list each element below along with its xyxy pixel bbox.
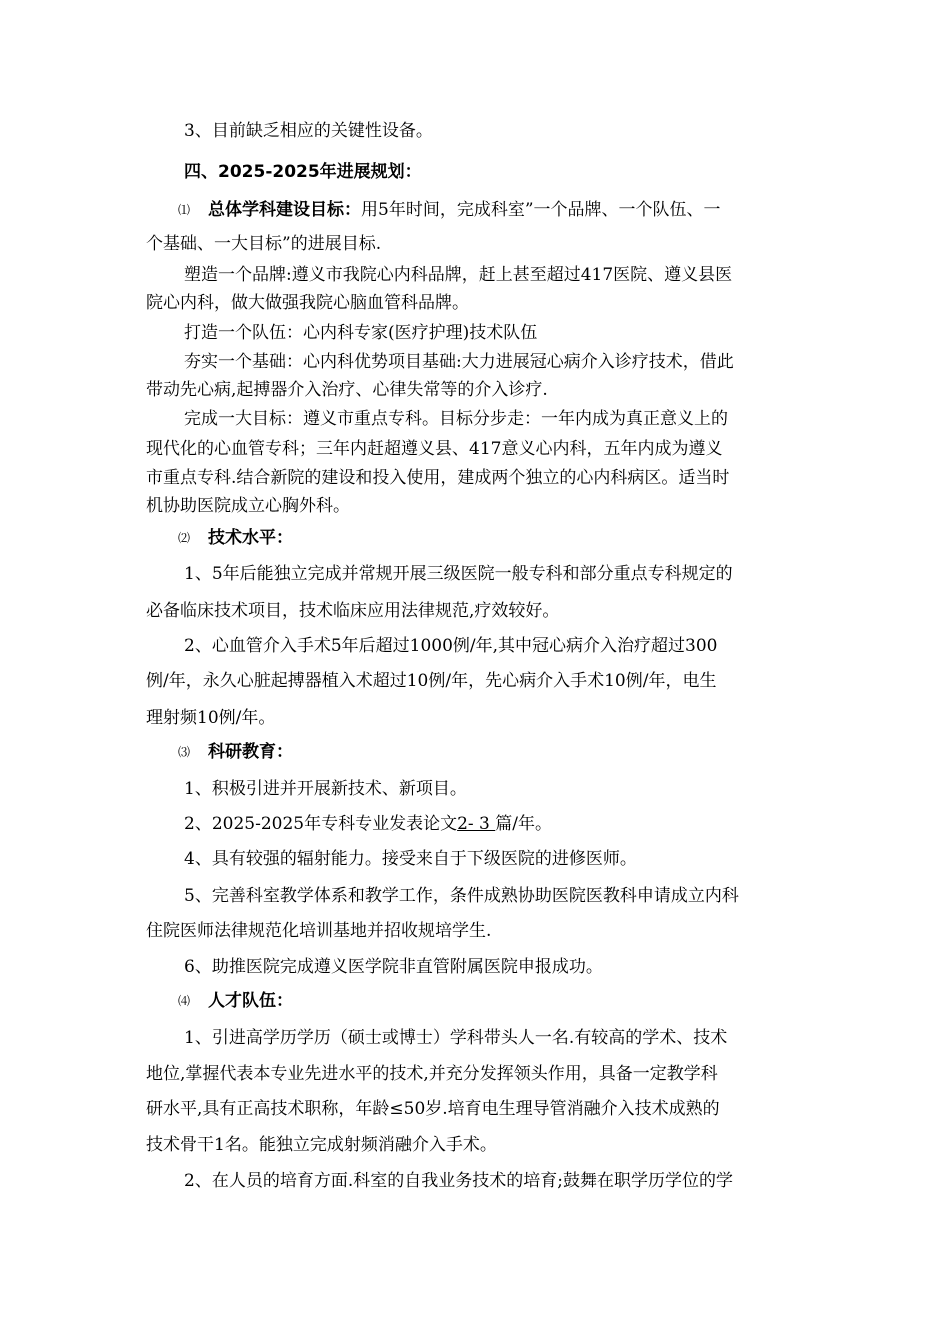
text-line [0, 562, 950, 586]
text-line [0, 407, 950, 431]
text-line [0, 378, 950, 402]
subsection-line [0, 740, 950, 764]
paragraph-text: 1、积极引进并开展新技术、新项目。 [184, 779, 467, 799]
paragraph-text: 2、2025-2025年专科专业发表论文 [184, 814, 458, 834]
paragraph-text: 完成一大目标：遵义市重点专科。目标分步走：一年内成为真正意义上的 [184, 409, 728, 429]
paragraph-text: 例/年，永久心脏起搏器植入术超过10例/年，先心病介入手术10例/年，电生 [146, 671, 717, 691]
paragraph-text: 机协助医院成立心胸外科。 [146, 496, 350, 516]
text-line [0, 494, 950, 518]
paragraph-text: 1、5年后能独立完成并常规开展三级医院一般专科和部分重点专科规定的 [184, 564, 733, 584]
heading-text: 四、2025-2025年进展规划： [184, 162, 422, 182]
paragraph-text: 用5年时间，完成科室”一个品牌、一个队伍、一 [361, 200, 721, 220]
text-line [0, 291, 950, 315]
subheading-text: 科研教育： [208, 742, 293, 762]
subheading-text: 总体学科建设目标： [208, 200, 361, 220]
paragraph-text: 1、引进高学历学历（硕士或博士）学科带头人一名.有较高的学术、技术 [184, 1028, 728, 1048]
text-line [0, 884, 950, 908]
subsection-line [0, 198, 950, 222]
underlined-value: 2- 3 [457, 814, 496, 834]
text-line [0, 1169, 950, 1193]
item-number: ⑷ [178, 994, 191, 1008]
paragraph-text: 研水平,具有正高技术职称，年龄≤50岁.培育电生理导管消融介入技术成熟的 [146, 1099, 720, 1119]
text-line [0, 599, 950, 623]
paragraph-text: 2、在人员的培育方面.科室的自我业务技术的培育;鼓舞在职学历学位的学 [184, 1171, 733, 1191]
paragraph-text: 市重点专科.结合新院的建设和投入使用，建成两个独立的心内科病区。适当时 [146, 468, 730, 488]
paragraph-text: 理射频10例/年。 [146, 708, 276, 728]
section-heading [0, 160, 950, 184]
subsection-line [0, 526, 950, 550]
text-line [0, 777, 950, 801]
subheading-text: 人才队伍： [208, 991, 293, 1011]
text-line [0, 1133, 950, 1157]
paragraph-text: 夯实一个基础：心内科优势项目基础:大力进展冠心病介入诊疗技术，借此 [184, 352, 734, 372]
paragraph-text: 现代化的心血管专科；三年内赶超遵义县、417意义心内科，五年内成为遵义 [146, 439, 723, 459]
text-line [0, 847, 950, 871]
text-line [0, 1097, 950, 1121]
text-line [0, 232, 950, 256]
text-line [0, 350, 950, 374]
text-line [0, 1062, 950, 1086]
paragraph-text: 地位,掌握代表本专业先进水平的技术,并充分发挥领头作用，具备一定教学科 [146, 1064, 718, 1084]
paragraph-text: 2、心血管介入手术5年后超过1000例/年,其中冠心病介入治疗超过300 [184, 636, 718, 656]
paragraph-text: 院心内科，做大做强我院心脑血管科品牌。 [146, 293, 469, 313]
paragraph-text: 带动先心病,起搏器介入治疗、心律失常等的介入诊疗. [146, 380, 548, 400]
text-line [0, 812, 950, 836]
paragraph-text: 3、目前缺乏相应的关键性设备。 [184, 121, 433, 141]
text-line [0, 119, 950, 143]
paragraph-text: 6、助推医院完成遵义医学院非直管附属医院申报成功。 [184, 957, 603, 977]
paragraph-text: 住院医师法律规范化培训基地并招收规培学生. [146, 921, 492, 941]
paragraph-text: 必备临床技术项目，技术临床应用法律规范,疗效较好。 [146, 601, 560, 621]
item-number: ⑴ [178, 203, 191, 217]
paragraph-text: 塑造一个品牌:遵义市我院心内科品牌，赶上甚至超过417医院、遵义县医 [184, 265, 733, 285]
text-line [0, 669, 950, 693]
text-line [0, 321, 950, 345]
paragraph-text: 4、具有较强的辐射能力。接受来自于下级医院的进修医师。 [184, 849, 637, 869]
item-number: ⑵ [178, 531, 191, 545]
text-line [0, 955, 950, 979]
text-line [0, 437, 950, 461]
subheading-text: 技术水平： [208, 528, 293, 548]
item-number: ⑶ [178, 745, 191, 759]
subsection-line [0, 989, 950, 1013]
paragraph-text: 个基础、一大目标”的进展目标. [146, 234, 382, 254]
paragraph-text: 5、完善科室教学体系和教学工作，条件成熟协助医院医教科申请成立内科 [184, 886, 739, 906]
text-line [0, 466, 950, 490]
text-line [0, 919, 950, 943]
text-line [0, 634, 950, 658]
paragraph-text: 篇/年。 [495, 814, 553, 834]
text-line [0, 263, 950, 287]
paragraph-text: 技术骨干1名。能独立完成射频消融介入手术。 [146, 1135, 497, 1155]
text-line [0, 1026, 950, 1050]
paragraph-text: 打造一个队伍：心内科专家(医疗护理)技术队伍 [184, 323, 538, 343]
text-line [0, 706, 950, 730]
